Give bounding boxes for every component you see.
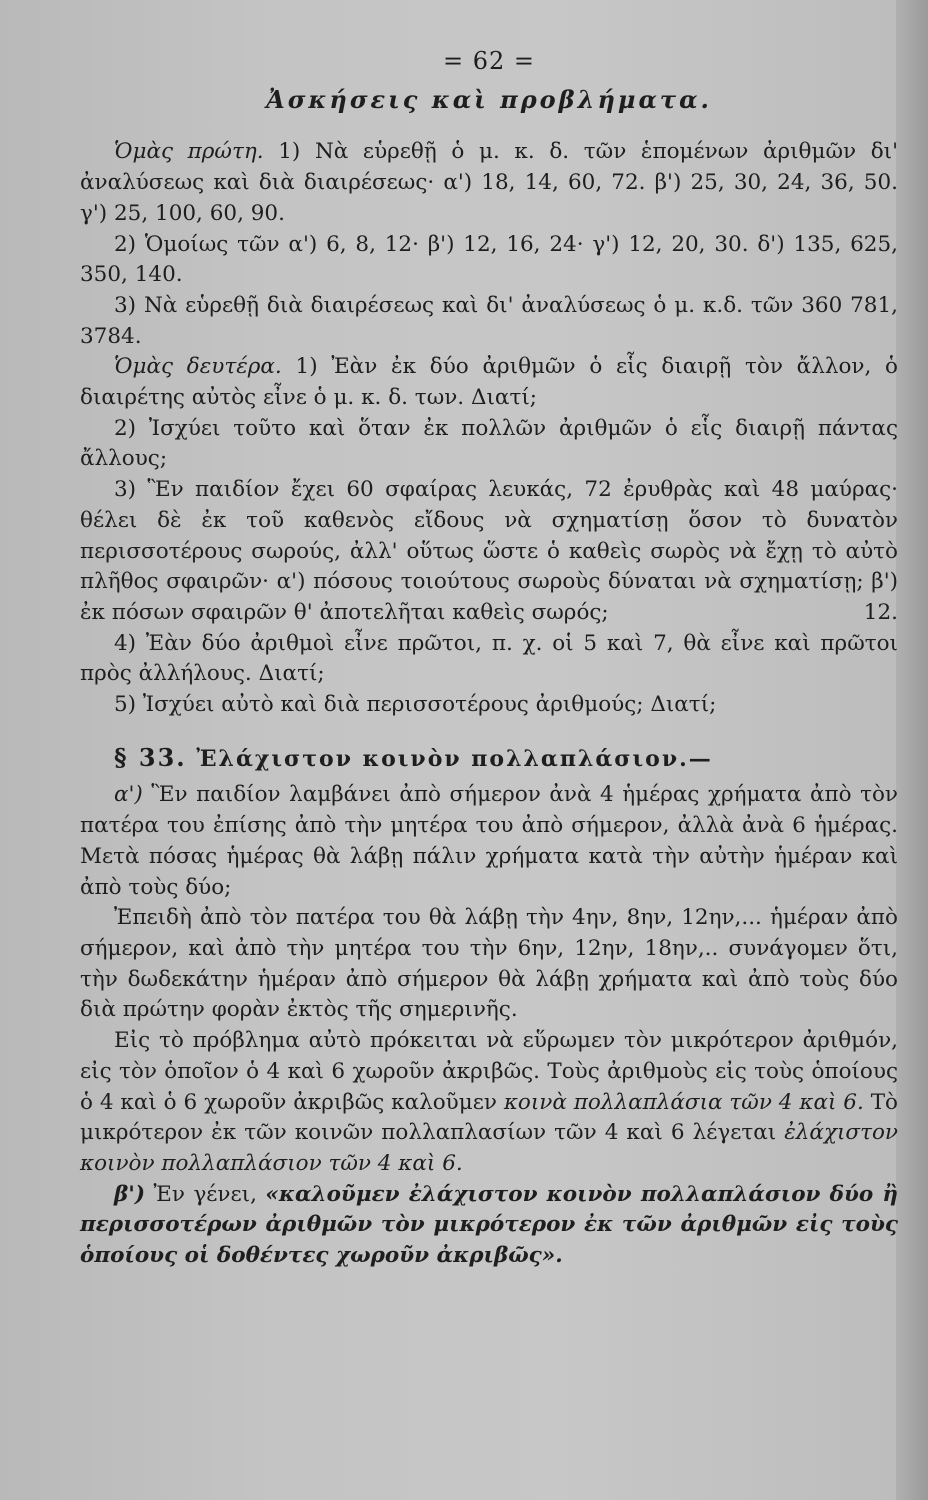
group2-exercise-3-text: 3) Ἓν παιδίον ἔχει 60 σφαίρας λευκάς, 72 ἐρυθρὰς καὶ 48 μαύρας· θέλει δὲ ἐκ τοῦ καθενὸς εἴδους νὰ σχηματίσῃ ὅσον τὸ δυνατὸν περισσοτέρους σωρούς, ἀλλ' οὕτως ὥστε ὁ καθεὶς σωρὸς νὰ ἔχῃ τὸ αὐτὸ πλῆθος σφαιρῶν· α') πόσους τοιούτους σωροὺς δύναται νὰ σχηματίσῃ; β') ἐκ πόσων σφαιρῶν θ' ἀποτελῆται καθεὶς σωρός; (80, 477, 898, 625)
section-number: § 33. (114, 742, 187, 772)
term-common-multiples: κοινὰ πολλαπλάσια τῶν 4 καὶ 6. (503, 1089, 864, 1115)
body-paragraph-3 (80, 1026, 898, 1180)
group2-exercise-2: 2) Ἰσχύει τοῦτο καὶ ὅταν ἐκ πολλῶν ἀριθμῶν ὁ εἷς διαιρῇ πάντας ἄλλους; (80, 415, 898, 472)
group2-exercise-1-text: 1) Ἐὰν ἐκ δύο ἀριθμῶν ὁ εἷς διαιρῇ τὸν ἄλλον, ὁ διαιρέτης αὐτὸς εἶνε ὁ μ. κ. δ. των. Διατί; (80, 354, 898, 411)
group2-exercise-3-answer: 12. (863, 599, 898, 625)
page-spine-shadow (896, 0, 928, 1500)
term-least-common-multiple: ἐλάχιστον κοινὸν πολλαπλάσιον τῶν 4 καὶ 6. (80, 1120, 898, 1176)
group2-label: Ὁμὰς δευτέρα. (114, 354, 282, 380)
group2-exercise-1 (80, 352, 898, 413)
paragraph-3-start: Εἰς τὸ πρόβλημα αὐτὸ πρόκειται νὰ εὕρωμεν τὸν μικρότερον ἀριθμόν, εἰς τὸν ὁποῖον ὁ 4 καὶ 6 χωροῦν ἀκριβῶς. Τοὺς ἀριθμοὺς εἰς τοὺς ὁποίους ὁ 4 καὶ ὁ 6 χωροῦν ἀκριβῶς καλοῦμεν (80, 1028, 898, 1115)
body-paragraph-a (80, 780, 898, 903)
paragraph-b-label: β') (114, 1181, 146, 1207)
section-heading (80, 743, 898, 775)
page-content (80, 46, 898, 1272)
paragraph-3-mid: Τὸ μικρότερον ἐκ τῶν κοινῶν πολλαπλασίων τῶν 4 καὶ 6 λέγεται (80, 1089, 898, 1146)
exercises-heading: Ἀσκήσεις καὶ προβλήματα. (266, 84, 712, 114)
group1-exercise-3: 3) Νὰ εὑρεθῇ διὰ διαιρέσεως καὶ δι' ἀναλύσεως ὁ μ. κ.δ. τῶν 360 781, 3784. (80, 292, 898, 349)
page-number: = 62 = (442, 47, 535, 75)
group2-exercise-5: 5) Ἰσχύει αὐτὸ καὶ διὰ περισσοτέρους ἀριθμούς; Διατί; (114, 692, 717, 718)
group1-exercise-1-text: 1) Νὰ εὑρεθῇ ὁ μ. κ. δ. τῶν ἑπομένων ἀριθμῶν δι' ἀναλύσεως καὶ διὰ διαιρέσεως· α') 18, 14, 60, 72. β') 25, 30, 24, 36, 50. γ') 25, 100, 60, 90. (80, 139, 898, 226)
body-paragraph-2: Ἐπειδὴ ἀπὸ τὸν πατέρα του θὰ λάβῃ τὴν 4ην, 8ην, 12ην,... ἡμέραν ἀπὸ σήμερον, καὶ ἀπὸ τὴν μητέρα του τὴν 6ην, 12ην, 18ην,.. συνάγομεν ὅτι, τὴν δωδεκάτην ἡμέραν ἀπὸ σήμερον θὰ λάβῃ χρήματα καὶ ἀπὸ τοὺς δύο διὰ πρώτην φορὰν ἐκτὸς τῆς σημερινῆς. (80, 905, 898, 1023)
paragraph-b-start: Ἐν γένει, (153, 1181, 257, 1207)
paragraph-a-label: α') (114, 782, 143, 808)
group1-exercise-1 (80, 137, 898, 229)
group2-exercise-3 (80, 475, 898, 629)
lcm-definition: «καλοῦμεν ἐλάχιστον κοινὸν πολλαπλάσιον δύο ἢ περισσοτέρων ἀριθμῶν τὸν μικρότερον ἐκ τῶν ἀριθμῶν εἰς τοὺς ὁποίους οἱ δοθέντες χωροῦν ἀκριβῶς». (80, 1181, 898, 1269)
group2-exercise-4: 4) Ἐὰν δύο ἀριθμοὶ εἶνε πρῶτοι, π. χ. οἱ 5 καὶ 7, θὰ εἶνε καὶ πρῶτοι πρὸς ἀλλήλους. Διατί; (80, 630, 898, 687)
section-title: Ἐλάχιστον κοινὸν πολλαπλάσιον.— (196, 745, 713, 772)
paragraph-a-text: Ἓν παιδίον λαμβάνει ἀπὸ σήμερον ἀνὰ 4 ἡμέρας χρήματα ἀπὸ τὸν πατέρα του ἐπίσης ἀπὸ τὴν μητέρα του ἀπὸ σήμερον, ἀλλὰ ἀνὰ 6 ἡμέρας. Μετὰ πόσας ἡμέρας θὰ λάβῃ πάλιν χρήματα κατὰ τὴν αὐτὴν ἡμέραν καὶ ἀπὸ τοὺς δύο; (80, 782, 898, 900)
group1-exercise-2: 2) Ὁμοίως τῶν α') 6, 8, 12· β') 12, 16, 24· γ') 12, 20, 30. δ') 135, 625, 350, 140. (80, 231, 898, 288)
group1-label: Ὁμὰς πρώτη. (114, 139, 264, 165)
body-paragraph-b (80, 1180, 898, 1272)
